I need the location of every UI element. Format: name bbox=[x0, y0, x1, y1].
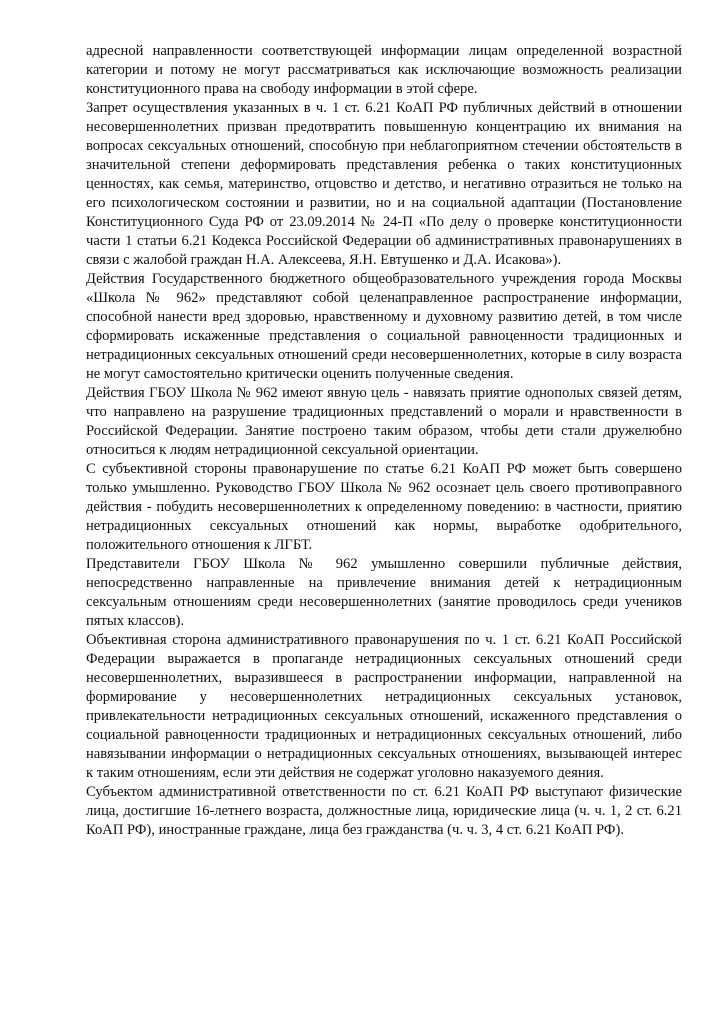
paragraph-prohibition-purpose: Запрет осуществления указанных в ч. 1 ст. 6.21 КоАП РФ публичных действий в отношении несовершеннолетних призван предотвратить повышенную концентрацию их внимания на вопросах сексуальных отношений, способную при неблагоприятном стечении обстоятельств в значительной степени деформировать представления ребенка о таких конституционных ценностях, как семья, материнство, отцовство и детство, и негативно отразиться не только на его психологическом состоянии и развитии, но и на социальной адаптации (Постановление Конституционного Суда РФ от 23.09.2014 № 24-П «По делу о проверке конституционности части 1 статьи 6.21 Кодекса Российской Федерации об административных правонарушениях в связи с жалобой граждан Н.А. Алексеева, Я.Н. Евтушенко и Д.А. Исакова»). bbox=[86, 100, 682, 268]
paragraph-school-actions: Действия Государственного бюджетного общеобразовательного учреждения города Москвы «Школа № 962» представляют собой целенаправленное распространение информации, способной нанести вред здоровью, нравственному и духовному развитию детей, в том числе сформировать искаженные представления о социальной равноценности традиционных и нетрадиционных сексуальных отношений среди несовершеннолетних, которые в силу возраста не могут самостоятельно критически оценить полученные сведения. bbox=[86, 271, 682, 382]
document-page bbox=[86, 42, 682, 840]
paragraph-representatives: Представители ГБОУ Школа № 962 умышленно совершили публичные действия, непосредственно направленные на привлечение внимания детей к нетрадиционным сексуальным отношениям среди несовершеннолетних (занятие проводилось среди учеников пятых классов). bbox=[86, 556, 682, 629]
paragraph-school-goal: Действия ГБОУ Школа № 962 имеют явную цель - навязать приятие однополых связей детям, что направлено на разрушение традиционных представлений о морали и нравственности в Российской Федерации. Занятие построено таким образом, чтобы дети стали дружелюбно относиться к людям нетрадиционной сексуальной ориентации. bbox=[86, 385, 682, 458]
paragraph-intro-continuation: адресной направленности соответствующей информации лицам определенной возрастной категории и потому не могут рассматриваться как исключающие возможность реализации конституционного права на свободу информации в этой сфере. bbox=[86, 43, 682, 97]
paragraph-subjective-side: С субъективной стороны правонарушение по статье 6.21 КоАП РФ может быть совершено только умышленно. Руководство ГБОУ Школа № 962 осознает цель своего противоправного действия - побудить несовершеннолетних к определенному поведению: в частности, приятию нетрадиционных сексуальных отношений как нормы, выработке одобрительного, положительного отношения к ЛГБТ. bbox=[86, 461, 682, 553]
paragraph-objective-side: Объективная сторона административного правонарушения по ч. 1 ст. 6.21 КоАП Российской Федерации выражается в пропаганде нетрадиционных сексуальных отношений среди несовершеннолетних, выразившееся в распространении информации, направленной на формирование у несовершеннолетних нетрадиционных сексуальных установок, привлекательности нетрадиционных сексуальных отношений, искаженного представления о социальной равноценности традиционных и нетрадиционных сексуальных отношений, либо навязывании информации о нетрадиционных сексуальных отношениях, вызывающей интерес к таким отношениям, если эти действия не содержат уголовно наказуемого деяния. bbox=[86, 632, 682, 781]
paragraph-subject-of-liability: Субъектом административной ответственности по ст. 6.21 КоАП РФ выступают физические лица, достигшие 16-летнего возраста, должностные лица, юридические лица (ч. ч. 1, 2 ст. 6.21 КоАП РФ), иностранные граждане, лица без гражданства (ч. ч. 3, 4 ст. 6.21 КоАП РФ). bbox=[86, 784, 682, 838]
